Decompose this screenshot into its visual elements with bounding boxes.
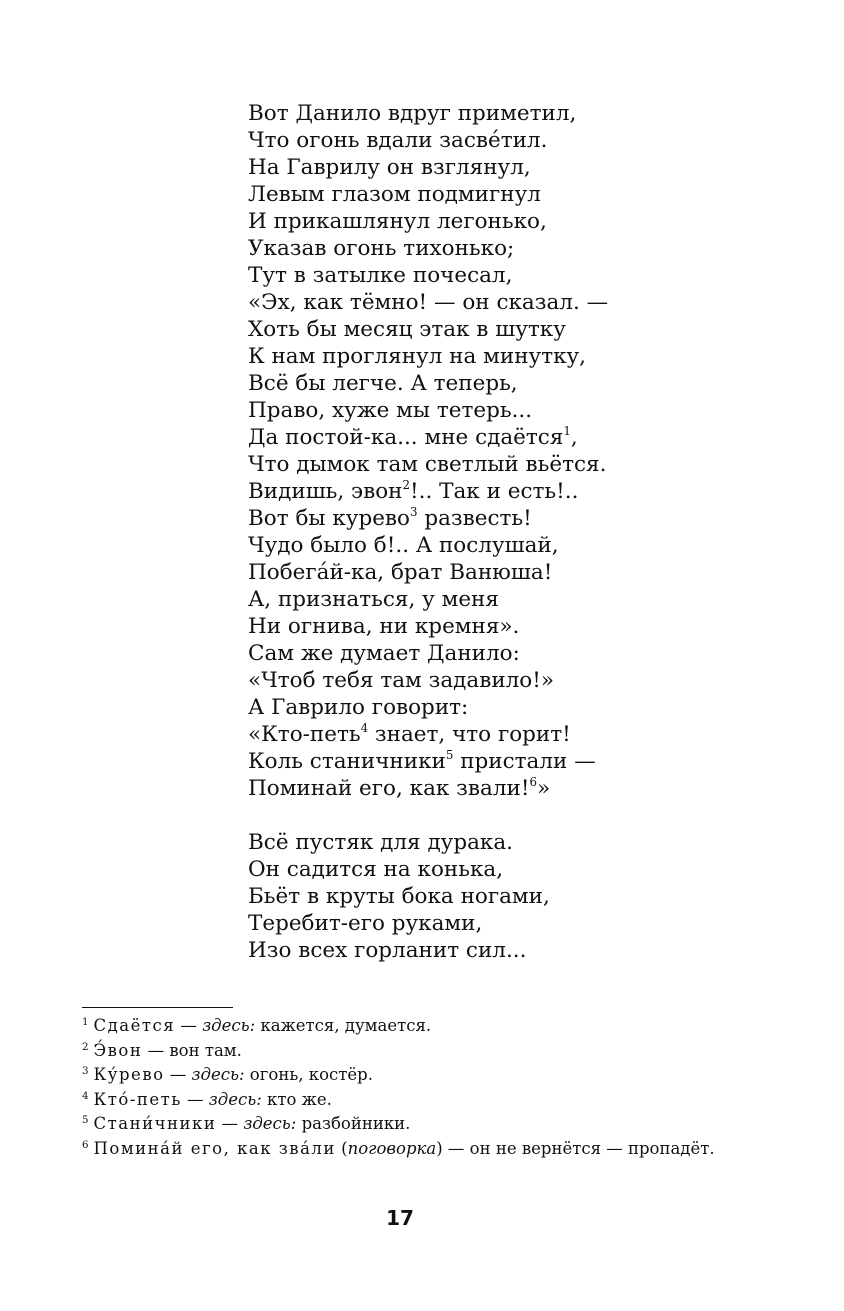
footnote-1	[82, 1014, 722, 1039]
poem-line: Побега́й-ка, брат Ванюша!	[248, 560, 553, 585]
poem-line: И прикашлянул легонько,	[248, 209, 547, 234]
poem-line: Сам же думает Данило:	[248, 641, 520, 666]
footnote-2	[82, 1039, 722, 1064]
footnote-paren: (	[335, 1138, 348, 1158]
footnote-4	[82, 1088, 722, 1113]
line-text: Вот бы курево	[248, 506, 410, 531]
footnote-text: разбойники.	[296, 1114, 411, 1133]
stanza-2	[248, 829, 768, 964]
poem-line: Бьёт в круты бока ногами,	[248, 884, 550, 909]
footnote-6	[82, 1137, 722, 1162]
footnote-term: Кто́-петь	[93, 1089, 182, 1109]
footnote-text: вон там.	[169, 1040, 242, 1060]
footnote-mark[interactable]: 1	[563, 424, 571, 439]
poem-line: А Гаврило говорит:	[248, 695, 469, 720]
poem	[248, 100, 768, 964]
footnote-mark[interactable]: 4	[360, 721, 369, 736]
poem-line	[248, 478, 768, 505]
poem-line	[248, 748, 768, 775]
line-text: Да постой-ка... мне сдаётся	[248, 425, 564, 450]
poem-line: Право, хуже мы тетерь...	[248, 398, 533, 423]
line-text: Поминай его, как звали!	[248, 776, 530, 801]
footnote-5	[82, 1112, 722, 1137]
footnote-mark[interactable]: 5	[445, 748, 454, 763]
poem-line: «Чтоб тебя там задавило!»	[248, 668, 555, 693]
footnote-dash: —	[216, 1114, 244, 1133]
line-text: !.. Так и есть!..	[410, 479, 579, 504]
footnote-number: 3	[82, 1066, 89, 1078]
poem-line: «Эх, как тёмно! — он сказал. —	[248, 290, 609, 315]
poem-line: Что дымок там светлый вьётся.	[248, 452, 607, 477]
line-text: Коль станичники	[248, 749, 446, 774]
poem-line: Ни огнива, ни кремня».	[248, 614, 520, 639]
footnote-term: Стани́чники	[93, 1114, 217, 1133]
line-text: »	[536, 776, 551, 801]
footnote-term: Сдаётся	[93, 1016, 176, 1035]
footnote-dash: —	[164, 1065, 192, 1084]
footnote-note: здесь:	[202, 1016, 256, 1035]
footnote-note: здесь:	[191, 1065, 245, 1084]
line-text: ,	[570, 425, 578, 450]
footnote-text: огонь, костёр.	[244, 1065, 373, 1084]
stanza-1	[248, 100, 768, 802]
poem-line: Хоть бы месяц этак в шутку	[248, 317, 566, 342]
poem-line: Чудо было б!.. А послушай,	[248, 533, 559, 558]
poem-line: К нам проглянул на минутку,	[248, 344, 587, 369]
footnote-number: 2	[82, 1041, 89, 1053]
footnote-term: Ку́рево	[93, 1065, 165, 1084]
line-text: развесть!	[417, 506, 532, 531]
footnote-number: 1	[82, 1017, 89, 1029]
poem-line: Всё пустяк для дурака.	[248, 830, 514, 855]
footnote-mark[interactable]: 3	[410, 505, 418, 520]
footnote-dash: —	[142, 1040, 170, 1060]
footnote-number: 5	[82, 1115, 89, 1127]
poem-line: Изо всех горланит сил...	[248, 938, 527, 963]
poem-line: Левым глазом подмигнул	[248, 182, 541, 207]
poem-line	[248, 775, 768, 802]
footnote-divider	[82, 1007, 233, 1008]
footnote-text: кажется, думается.	[255, 1016, 432, 1035]
poem-line	[248, 505, 768, 532]
line-text: знает, что горит!	[368, 722, 571, 747]
footnote-mark[interactable]: 2	[402, 478, 410, 493]
poem-line	[248, 721, 768, 748]
poem-line: А, признаться, у меня	[248, 587, 499, 612]
footnote-mark[interactable]: 6	[529, 775, 537, 790]
poem-line: Указав огонь тихонько;	[248, 236, 515, 261]
footnote-number: 4	[82, 1090, 89, 1102]
poem-line: Вот Данило вдруг приметил,	[248, 101, 577, 126]
line-text: «Кто-петь	[248, 722, 361, 747]
poem-line: Всё бы легче. А теперь,	[248, 371, 518, 396]
poem-line: Он садится на конька,	[248, 857, 504, 882]
footnote-dash: —	[175, 1016, 203, 1035]
footnote-dash: —	[181, 1089, 209, 1109]
footnote-note: здесь:	[243, 1114, 297, 1133]
footnotes	[82, 1014, 722, 1161]
footnote-note: здесь:	[208, 1089, 262, 1109]
page-number: 17	[386, 1206, 414, 1230]
footnote-text: кто же.	[261, 1089, 332, 1109]
poem-line	[248, 424, 768, 451]
footnote-number: 6	[82, 1139, 89, 1151]
footnote-term: Э́вон	[93, 1040, 143, 1060]
line-text: Видишь, эвон	[248, 479, 403, 504]
footnote-note: поговорка	[347, 1138, 437, 1158]
footnote-3	[82, 1063, 722, 1088]
footnote-text: ) — он не вернётся — пропадёт.	[436, 1138, 715, 1158]
footnote-term: Помина́й его, как зва́ли	[93, 1138, 336, 1158]
poem-line: Что огонь вдали засве́тил.	[248, 128, 548, 153]
poem-line: На Гаврилу он взглянул,	[248, 155, 531, 180]
poem-line: Теребит-его руками,	[248, 911, 483, 936]
poem-line: Тут в затылке почесал,	[248, 263, 513, 288]
line-text: пристали —	[453, 749, 596, 774]
